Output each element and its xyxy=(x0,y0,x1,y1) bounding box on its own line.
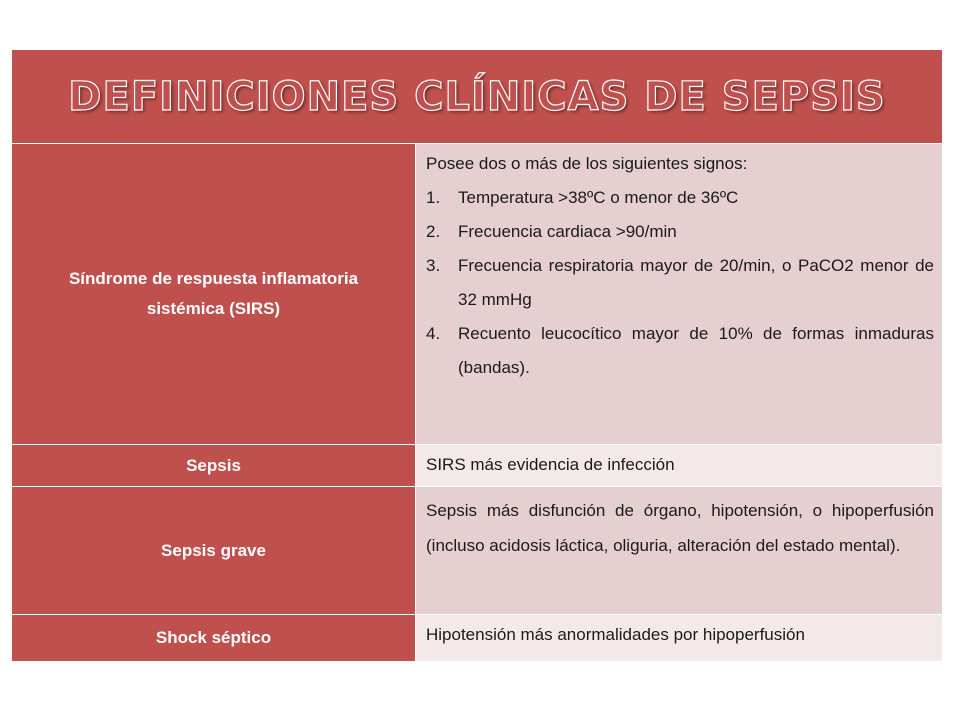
list-item-number: 3. xyxy=(426,256,441,275)
definitions-table xyxy=(12,50,942,662)
row-label-sepsis-grave: Sepsis grave xyxy=(12,487,416,615)
list-item-number: 2. xyxy=(426,222,441,241)
sepsis-definition: SIRS más evidencia de infección xyxy=(426,455,675,474)
row-label-shock-septico: Shock séptico xyxy=(12,615,416,662)
sirs-intro: Posee dos o más de los siguientes signos: xyxy=(426,154,748,173)
row-label-sepsis: Sepsis xyxy=(12,445,416,487)
list-item-text: Temperatura >38ºC o menor de 36ºC xyxy=(458,188,739,207)
row-content-sepsis xyxy=(416,445,942,487)
row-content-sirs xyxy=(416,144,942,445)
list-item xyxy=(426,249,934,317)
row-label-sirs: Síndrome de respuesta inflamatoria sistémica (SIRS) xyxy=(12,144,416,445)
sepsis-grave-definition: Sepsis más disfunción de órgano, hipotensión, o hipoperfusión (incluso acidosis láctica, oliguria, alteración del estado mental). xyxy=(426,501,934,555)
list-item-text: Frecuencia respiratoria mayor de 20/min, o PaCO2 menor de 32 mmHg xyxy=(458,256,934,309)
list-item-number: 1. xyxy=(426,188,441,207)
list-item xyxy=(426,215,934,249)
row-content-shock-septico xyxy=(416,615,942,662)
list-item xyxy=(426,317,934,385)
list-item xyxy=(426,181,934,215)
list-item-text: Frecuencia cardiaca >90/min xyxy=(458,222,677,241)
shock-septico-definition: Hipotensión más anormalidades por hipoperfusión xyxy=(426,625,805,644)
list-item-number: 4. xyxy=(426,324,441,343)
list-item-text: Recuento leucocítico mayor de 10% de formas inmaduras (bandas). xyxy=(458,324,934,377)
row-content-sepsis-grave xyxy=(416,487,942,615)
sirs-criteria-list xyxy=(426,181,934,385)
table-header xyxy=(12,50,942,144)
page-title: DEFINICIONES CLÍNICAS DE SEPSIS xyxy=(68,73,886,120)
